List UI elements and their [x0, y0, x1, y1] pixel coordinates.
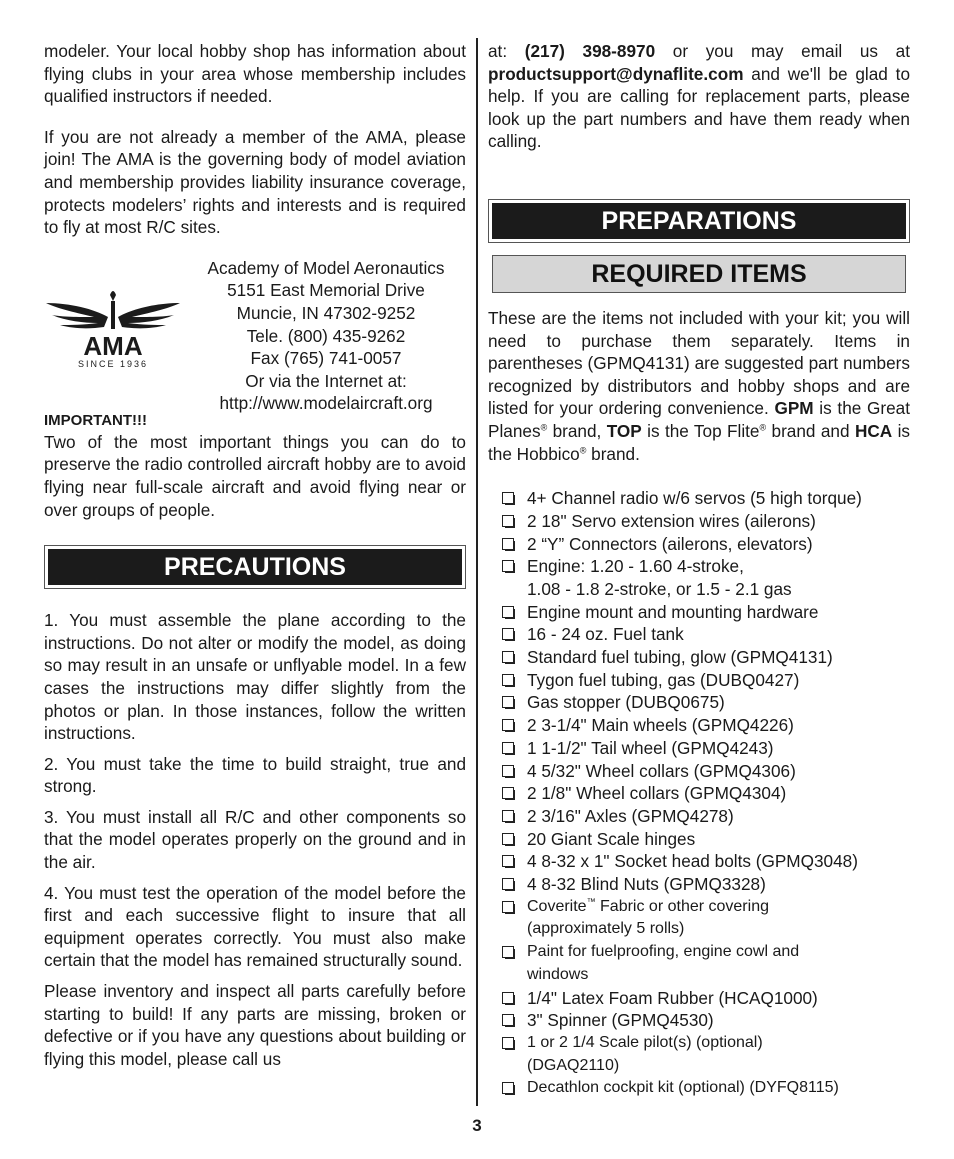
checkbox-icon[interactable] [502, 606, 514, 618]
contact-paragraph: at: (217) 398-8970 or you may email us at productsupport@dynaflite.com and we'll be glad to help. If you are calling for replacement parts, please look up the part numbers and have them ready when calling. [488, 41, 910, 152]
ama-logo [44, 287, 182, 374]
checkbox-icon[interactable] [502, 810, 514, 822]
precaution-item: 4. You must test the operation of the model before the first and each successive flight to insure that all equipment operates correctly. You must also make certain that the model has remained structurally sound. [44, 882, 466, 971]
list-item: 2 1/8" Wheel collars (GPMQ4304) [502, 782, 910, 805]
checkbox-icon[interactable] [502, 833, 514, 845]
list-item: 2 “Y” Connectors (ailerons, elevators) [502, 533, 910, 556]
list-item: 2 18" Servo extension wires (ailerons) [502, 510, 910, 533]
ama-website-link[interactable]: http://www.modelaircraft.org [219, 393, 433, 414]
list-item: 3" Spinner (GPMQ4530) [502, 1009, 910, 1032]
precaution-item: 1. You must assemble the plane according to the instructions. Do not alter or modify the model, as doing so may result in an unsafe or unflyable model. In a few cases the instructions may differ slightly from the photos or plan. In those instances, follow the written instructions. [44, 610, 466, 744]
checkbox-icon[interactable] [502, 651, 514, 663]
address-line: Academy of Model Aeronautics [207, 257, 445, 278]
list-item: Decathlon cockpit kit (optional) (DYFQ8115) [502, 1077, 910, 1100]
list-item: Paint for fuelproofing, engine cowl and windows [502, 941, 910, 986]
list-item: Standard fuel tubing, glow (GPMQ4131) [502, 646, 910, 669]
list-item: 20 Giant Scale hinges [502, 828, 910, 851]
important-text: Two of the most important things you can do to preserve the radio controlled aircraft hobby are to avoid flying near full-scale aircraft and avoid flying near or over groups of people. [44, 431, 466, 520]
required-items-list [502, 487, 910, 1100]
address-line: 5151 East Memorial Drive [227, 280, 425, 301]
list-item: 4 8-32 x 1" Socket head bolts (GPMQ3048) [502, 850, 910, 873]
list-item: Engine mount and mounting hardware [502, 601, 910, 624]
precautions-header [44, 545, 466, 589]
checkbox-icon[interactable] [502, 1014, 514, 1026]
list-item: 2 3/16" Axles (GPMQ4278) [502, 805, 910, 828]
checkbox-icon[interactable] [502, 674, 514, 686]
address-line: Or via the Internet at: [245, 370, 407, 391]
list-item: 4 8-32 Blind Nuts (GPMQ3328) [502, 873, 910, 896]
checkbox-icon[interactable] [502, 878, 514, 890]
inventory-paragraph: Please inventory and inspect all parts carefully before starting to build! If any parts are missing, broken or defective or if you have any questions about building or flying this model, please call us [44, 981, 466, 1069]
list-item: 4 5/32" Wheel collars (GPMQ4306) [502, 760, 910, 783]
checkbox-icon[interactable] [502, 787, 514, 799]
required-items-title: REQUIRED ITEMS [492, 255, 906, 293]
checkbox-icon[interactable] [502, 492, 514, 504]
list-item: Coverite™ Fabric or other covering (approximately 5 rolls) [502, 896, 910, 941]
preparations-title: PREPARATIONS [492, 203, 906, 239]
svg-text:AMA: AMA [83, 330, 143, 361]
list-item: Tygon fuel tubing, gas (DUBQ0427) [502, 669, 910, 692]
list-item: 1/4" Latex Foam Rubber (HCAQ1000) [502, 987, 910, 1010]
ama-wings-icon [44, 287, 182, 369]
required-items-intro: These are the items not included with your kit; you will need to purchase them separately. Items in parentheses (GPMQ4131) are suggested part numbers recognized by distributors and hobby shops and are listed for your ordering convenience. GPM is the Great Planes® brand, TOP is the Top Flite® brand and HCA is the Hobbico® brand. [488, 307, 910, 464]
checkbox-icon[interactable] [502, 628, 514, 640]
address-line: Fax (765) 741-0057 [250, 348, 402, 369]
checkbox-icon[interactable] [502, 901, 514, 913]
paragraph-ama-join: If you are not already a member of the AMA, please join! The AMA is the governing body of model aviation and membership provides liability insurance coverage, protects modelers’ rights and interests and is required to fly at most R/C sites. [44, 126, 466, 238]
list-item: 1 1-1/2" Tail wheel (GPMQ4243) [502, 737, 910, 760]
ama-address [182, 257, 466, 415]
list-item: Engine: 1.20 - 1.60 4-stroke, 1.08 - 1.8 2-stroke, or 1.5 - 2.1 gas [502, 555, 910, 600]
address-line: Muncie, IN 47302-9252 [236, 302, 416, 323]
left-column [44, 40, 466, 1070]
precaution-item: 3. You must install all R/C and other components so that the model operates properly on the ground and in the air. [44, 806, 466, 873]
precautions-title: PRECAUTIONS [48, 549, 462, 585]
checkbox-icon[interactable] [502, 515, 514, 527]
list-item: 1 or 2 1/4 Scale pilot(s) (optional) (DGAQ2110) [502, 1032, 910, 1077]
checkbox-icon[interactable] [502, 538, 514, 550]
preparations-header [488, 199, 910, 243]
checkbox-icon[interactable] [502, 946, 514, 958]
page-number: 3 [472, 1116, 482, 1135]
support-phone: (217) 398-8970 [524, 41, 656, 61]
list-item: 2 3-1/4" Main wheels (GPMQ4226) [502, 714, 910, 737]
column-divider [476, 38, 478, 1106]
list-item: Gas stopper (DUBQ0675) [502, 691, 910, 714]
checkbox-icon[interactable] [502, 1082, 514, 1094]
support-email-link[interactable]: productsupport@dynaflite.com [488, 63, 744, 84]
precaution-item: 2. You must take the time to build straight, true and strong. [44, 753, 466, 797]
right-column [488, 40, 910, 1100]
svg-text:SINCE 1936: SINCE 1936 [77, 358, 149, 369]
checkbox-icon[interactable] [502, 560, 514, 572]
list-item: 16 - 24 oz. Fuel tank [502, 623, 910, 646]
list-item: 4+ Channel radio w/6 servos (5 high torque) [502, 487, 910, 510]
checkbox-icon[interactable] [502, 855, 514, 867]
checkbox-icon[interactable] [502, 742, 514, 754]
checkbox-icon[interactable] [502, 1037, 514, 1049]
ama-block [44, 257, 466, 414]
checkbox-icon[interactable] [502, 765, 514, 777]
paragraph-hobby-shop: modeler. Your local hobby shop has information about flying clubs in your area whose membership includes qualified instructors if needed. [44, 41, 466, 107]
checkbox-icon[interactable] [502, 992, 514, 1004]
address-line: Tele. (800) 435-9262 [246, 325, 406, 346]
checkbox-icon[interactable] [502, 719, 514, 731]
important-heading: IMPORTANT!!! [44, 411, 148, 429]
checkbox-icon[interactable] [502, 696, 514, 708]
